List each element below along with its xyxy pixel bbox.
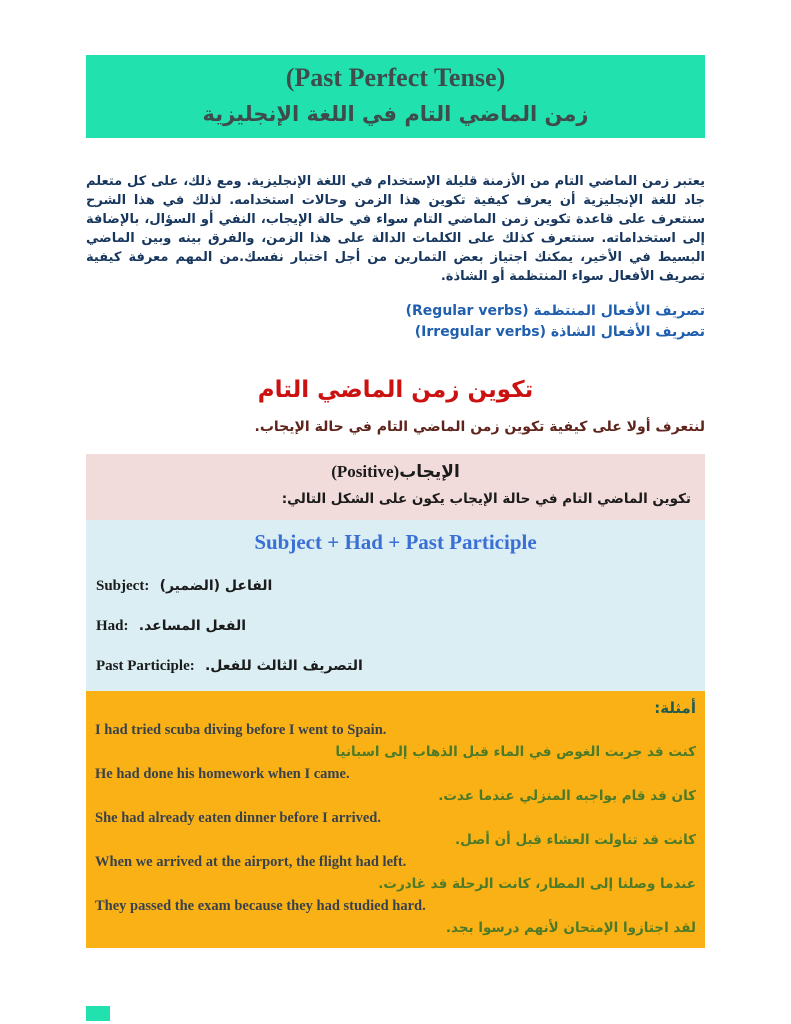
formula-term-subject [96,576,695,595]
example-translation: كانت قد تناولت العشاء قبل أن أصل. [455,832,696,848]
example-sentence: When we arrived at the airport, the flight had left. [95,854,407,870]
positive-title [100,462,691,482]
positive-title-english: (Positive) [331,462,400,481]
example-sentence: I had tried scuba diving before I went to Spain. [95,722,387,738]
formula-term-had [96,616,695,635]
formula-rule: Subject + Had + Past Participle [254,530,537,554]
term-label-past-participle: Past Participle: [96,658,195,674]
content-column [86,55,705,948]
positive-title-arabic: الإيجاب [399,462,460,482]
term-meaning-had: الفعل المساعد. [138,618,247,634]
title-english: (Past Perfect Tense) [285,63,506,92]
example-sentence: He had done his homework when I came. [95,766,350,782]
formation-intro: لنتعرف أولا على كيفية تكوين زمن الماضي التام في حالة الإيجاب. [254,419,705,435]
intro-paragraph: يعتبر زمن الماضي التام من الأزمنة قليلة الإستخدام في اللغة الإنجليزية. ومع ذلك، على كل متعلم جاد للغة الإنجليزية أن يعرف كيفية تكوين هذا الزمن وحالات استخدامه. لذلك في هذا الشرح سنتعرف على قاعدة تكوين زمن الماضي التام سواء في حالة الإيجاب، النفي أو السؤال، بالإضافة إلى استخداماته. سنتعرف كذلك على الكلمات الدالة على هذا الزمن، والفرق بينه وبين الماضي البسيط في الأخير، يمكنك اجتياز بعض التمارين من أجل اختبار نفسك.من المهم معرفة كيفية تصريف الأفعال سواء المنتظمة أو الشاذة. [86,174,705,284]
formula-section [86,520,705,691]
title-banner [86,55,705,138]
positive-subtitle: تكوين الماضي التام في حالة الإيجاب يكون على الشكل التالي: [281,491,691,507]
example-translation: كان قد قام بواجبه المنزلي عندما عدت. [438,788,696,804]
link-regular-verbs[interactable]: تصريف الأفعال المنتظمة (Regular verbs) [405,303,705,319]
example-translation: عندما وصلنا إلى المطار، كانت الرحلة قد غادرت. [378,876,696,892]
examples-section [86,691,705,948]
formation-heading: تكوين زمن الماضي التام [257,377,534,403]
term-label-had: Had: [96,618,129,634]
examples-heading: أمثلة: [654,699,696,717]
positive-section [86,454,705,520]
term-label-subject: Subject: [96,578,150,594]
page-bottom-mark [86,1006,110,1021]
term-meaning-past-participle: التصريف الثالث للفعل. [204,658,363,674]
example-sentence: She had already eaten dinner before I arrived. [95,810,381,826]
link-irregular-verbs[interactable]: تصريف الأفعال الشاذة (Irregular verbs) [414,324,705,340]
term-meaning-subject: الفاعل (الضمير) [159,578,273,594]
formula-term-past-participle [96,656,695,675]
verb-links [86,301,705,343]
example-translation: لقد اجتازوا الإمتحان لأنهم درسوا بجد. [445,920,696,936]
example-sentence: They passed the exam because they had studied hard. [95,898,426,914]
example-translation: كنت قد جربت الغوص في الماء قبل الذهاب إلى اسبانيا [335,744,696,760]
title-arabic: زمن الماضي التام في اللغة الإنجليزية [202,102,589,126]
